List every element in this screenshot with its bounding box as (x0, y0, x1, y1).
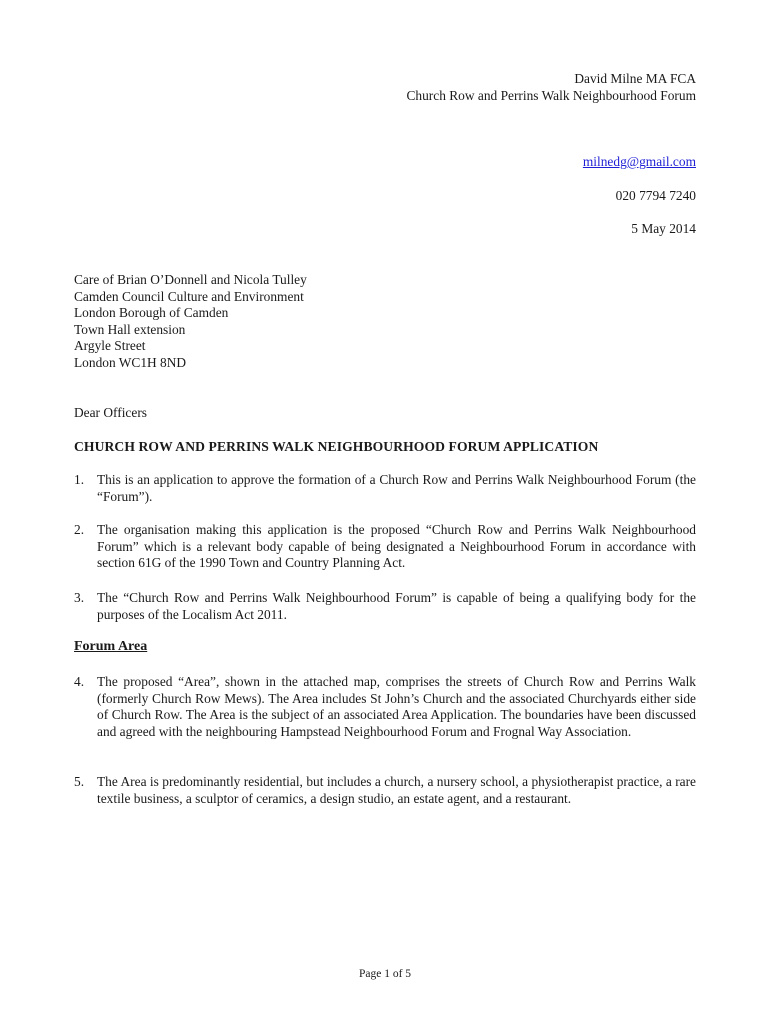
addressee-line: Camden Council Culture and Environment (74, 288, 304, 304)
paragraph-number: 1. (74, 472, 85, 487)
sender-organisation: Church Row and Perrins Walk Neighbourhood Forum (406, 87, 696, 103)
letter-date: 5 May 2014 (631, 221, 696, 236)
numbered-paragraph (74, 472, 696, 505)
paragraph-number: 3. (74, 590, 85, 605)
addressee-line: London WC1H 8ND (74, 354, 187, 370)
sender-block (406, 71, 696, 104)
addressee-block (74, 272, 307, 372)
paragraph-text: The organisation making this application is the proposed “Church Row and Perrins Walk Neighbourhood Forum” which is a relevant body capable of being designated a Neighbourhood Forum in accordance with section 61G of the 1990 Town and Country Planning Act. (97, 522, 696, 571)
addressee-line: Argyle Street (74, 338, 146, 354)
paragraph-number: 2. (74, 522, 85, 537)
paragraph-number: 4. (74, 674, 85, 689)
paragraph-text: The Area is predominantly residential, but includes a church, a nursery school, a physiotherapist practice, a rare textile business, a sculptor of ceramics, a design studio, an estate agent, and a restaurant. (97, 774, 696, 806)
sender-name: David Milne MA FCA (574, 71, 696, 86)
numbered-paragraph (74, 590, 696, 623)
paragraph-text: The “Church Row and Perrins Walk Neighbourhood Forum” is capable of being a qualifying body for the purposes of the Localism Act 2011. (97, 590, 696, 622)
contact-phone: 020 7794 7240 (615, 188, 696, 203)
addressee-line: Town Hall extension (74, 321, 186, 337)
addressee-line: London Borough of Camden (74, 305, 229, 321)
numbered-paragraph (74, 774, 696, 807)
paragraph-text: This is an application to approve the formation of a Church Row and Perrins Walk Neighbourhood Forum (the “Forum”). (97, 472, 696, 504)
paragraph-number: 5. (74, 774, 85, 789)
page-number: Page 1 of 5 (358, 968, 412, 980)
paragraph-text: The proposed “Area”, shown in the attached map, comprises the streets of Church Row and Perrins Walk (formerly Church Row Mews). The Area includes St John’s Church and the associated Churchyards either side of Church Row. The Area is the subject of an associated Area Application. The boundaries have been discussed and agreed with the neighbouring Hampstead Neighbourhood Forum and Frognal Way Association. (97, 674, 696, 739)
letter-heading: CHURCH ROW AND PERRINS WALK NEIGHBOURHOOD FORUM APPLICATION (74, 439, 599, 454)
contact-email-line (583, 154, 696, 171)
numbered-paragraph (74, 522, 696, 572)
numbered-paragraph (74, 674, 696, 740)
addressee-line: Care of Brian O’Donnell and Nicola Tulley (74, 272, 307, 287)
section-heading-forum-area: Forum Area (74, 639, 148, 654)
email-link[interactable]: milnedg@gmail.com (582, 154, 696, 169)
salutation: Dear Officers (74, 405, 147, 420)
